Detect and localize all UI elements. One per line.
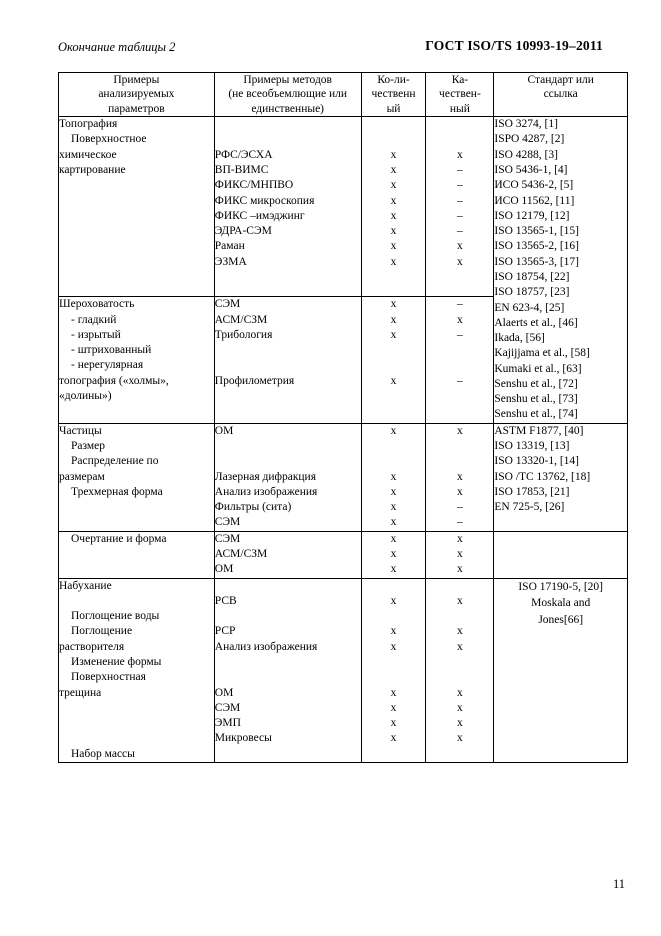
methods-cell-topography: РФС/ЭСХА ВП-ВИМС ФИКС/МНПВО ФИКС микроскопия ФИКС –имэджинг ЭДРА-СЭМ Раман ЭЗМА [214,117,361,297]
quantitative-cell-topography: х х х х х х х х [361,117,426,297]
reference-cell-block1: ISO 3274, [1] ISPO 4287, [2] ISO 4288, [3] ISO 5436-1, [4] ИСО 5436-2, [5] ИСО 11562, [11] ISO 12179, [12] ISO 13565-1, [15] ISO 13565-2, [16] ISO 13565-3, [17] ISO 18754, [22] ISO 18757, [23] EN 623-4, [25] Alaerts et al., [46] Ikada, [56] Kajijjama et al., [58] Kumaki et al., [63] Senshu et al., [72] Senshu et al., [73] Senshu et al., [74] [494,117,628,424]
methods-cell-particles: ОМ Лазерная дифракция Анализ изображения Фильтры (сита) СЭМ [214,423,361,531]
parameters-cell-outline: Очертание и форма [59,531,215,578]
table-row [59,531,628,578]
page-number: 11 [612,877,625,891]
table-continuation-label: Окончание таблицы 2 [58,40,176,54]
table-body [59,117,628,763]
table-header-row [59,73,628,117]
page-header [58,40,603,60]
qualitative-cell-roughness: – х – – [426,297,494,423]
quantitative-cell-outline: х х х [361,531,426,578]
qualitative-cell-topography: х – – – – – х х [426,117,494,297]
column-header-quantitative: Ко-ли- чественн ый [361,73,426,117]
standard-code: ГОСТ ISO/TS 10993-19–2011 [425,38,603,53]
column-header-parameters: Примеры анализируемых параметров [59,73,215,117]
parameters-cell-swelling: Набухание Поглощение воды Поглощение растворителя Изменение формы Поверхностная трещина Набор массы [59,578,215,762]
column-header-qualitative: Ка- чествен- ный [426,73,494,117]
parameters-cell-roughness: Шероховатость - гладкий - изрытый - штрихованный - нерегулярная топография («холмы», «долины») [59,297,215,423]
column-header-reference: Стандарт или ссылка [494,73,628,117]
methods-cell-outline: СЭМ АСМ/СЗМ ОМ [214,531,361,578]
quantitative-cell-swelling: х х х х х х х [361,578,426,762]
reference-cell-block2: ASTM F1877, [40] ISO 13319, [13] ISO 13320-1, [14] ISO /TC 13762, [18] ISO 17853, [21] EN 725-5, [26] [494,423,628,531]
reference-cell-block4: ISO 17190-5, [20] Moskala and Jones[66] [494,578,628,762]
table-row [59,117,628,297]
quantitative-cell-particles: х х х х х [361,423,426,531]
table-row [59,423,628,531]
table-head [59,73,628,117]
qualitative-cell-outline: х х х [426,531,494,578]
column-header-methods: Примеры методов (не всеобъемлющие или единственные) [214,73,361,117]
table-row [59,578,628,762]
qualitative-cell-particles: х х х – – [426,423,494,531]
reference-cell-block3 [494,531,628,578]
parameters-cell-particles: Частицы Размер Распределение по размерам Трехмерная форма [59,423,215,531]
parameters-cell-topography: Топография Поверхностное химическое картирование [59,117,215,297]
methods-cell-swelling: РСВ РСР Анализ изображения ОМ СЭМ ЭМП Микровесы [214,578,361,762]
qualitative-cell-swelling: х х х х х х х [426,578,494,762]
quantitative-cell-roughness: х х х х [361,297,426,423]
methods-cell-roughness: СЭМ АСМ/СЗМ Трибология Профилометрия [214,297,361,423]
methods-table [58,72,628,763]
